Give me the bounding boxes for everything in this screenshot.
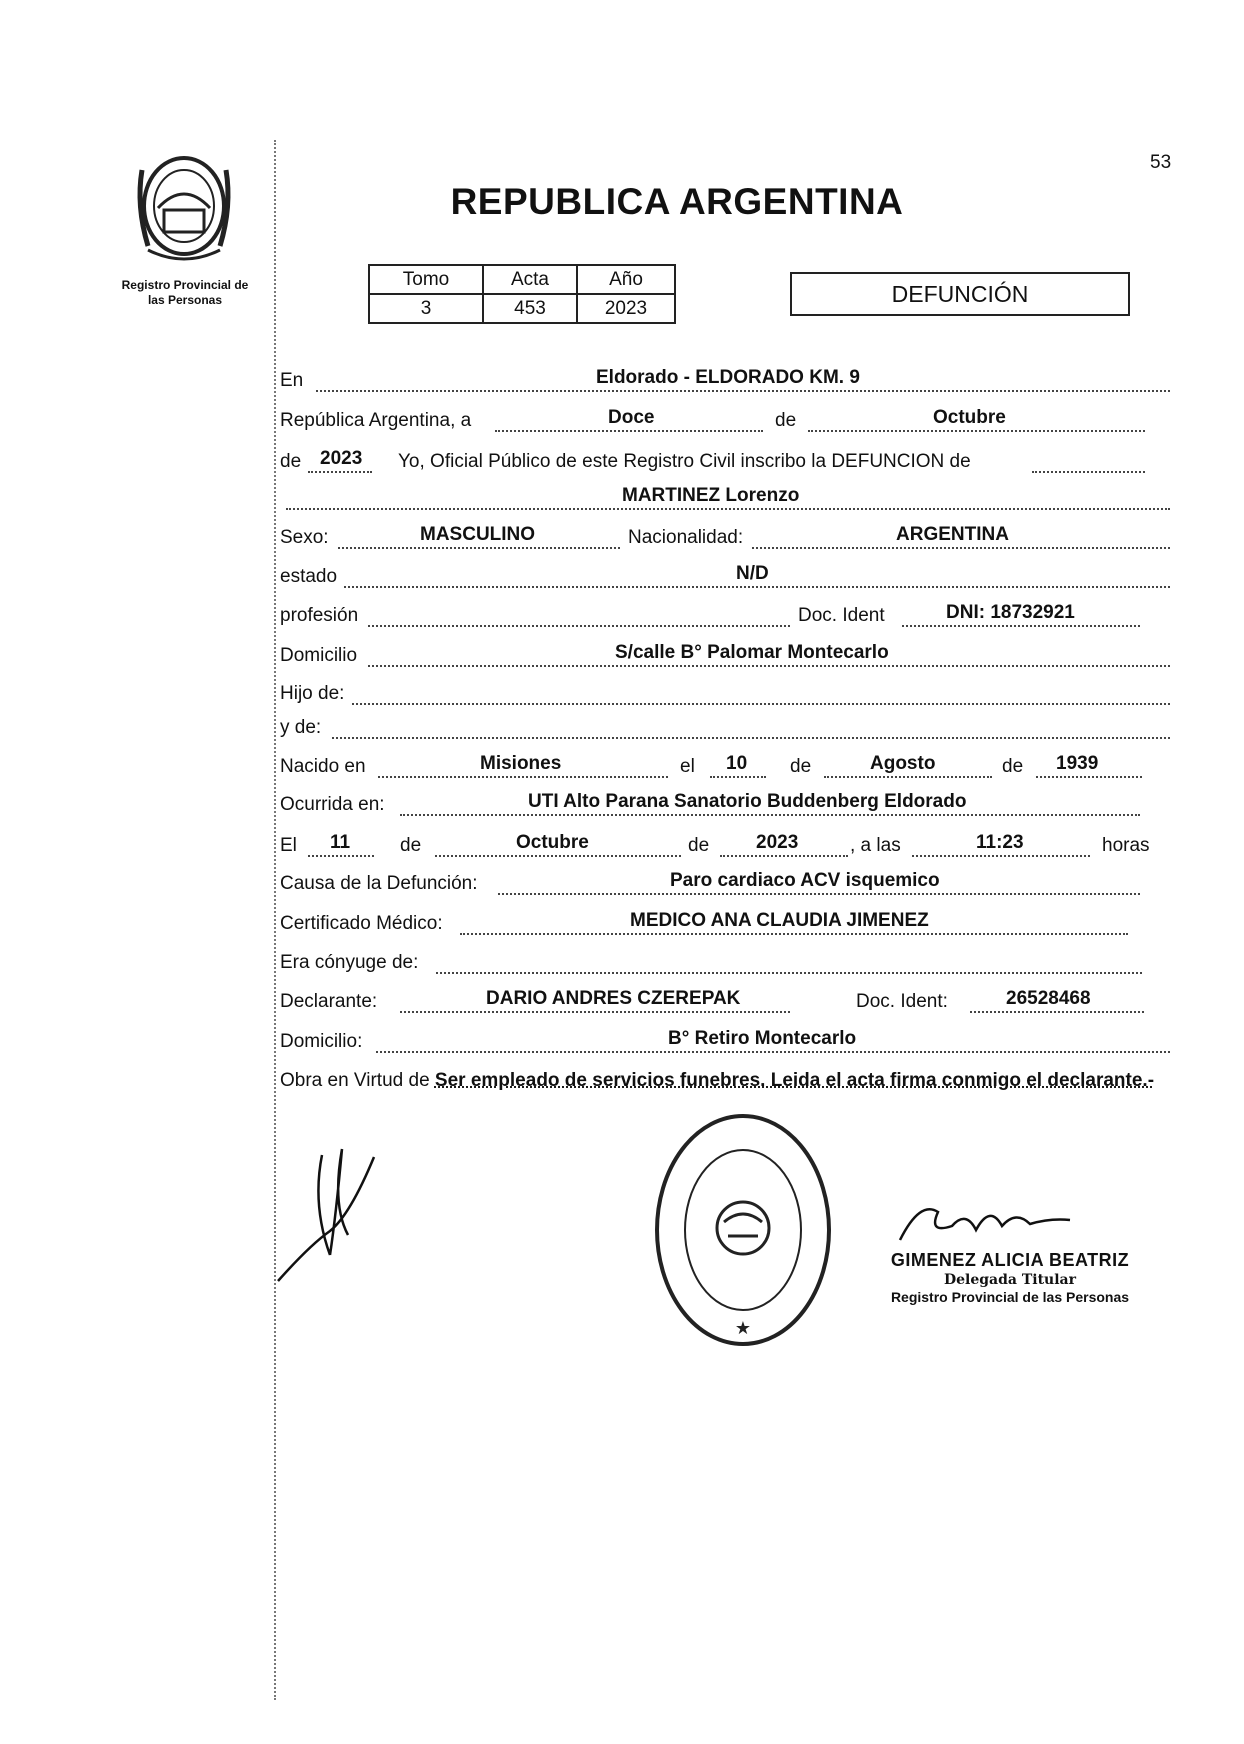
dotted-line [902,625,1140,627]
row-domicilio [280,637,1170,671]
death-place-value: UTI Alto Parana Sanatorio Buddenberg Eldorado [528,791,967,812]
row-fecha-defuncion [280,827,1170,861]
nacido-label: Nacido en [280,756,366,777]
row-oficial [280,443,1170,477]
month-value: Octubre [933,407,1006,428]
sexo-label: Sexo: [280,527,329,548]
dotted-line [710,776,766,778]
en-label: En [280,370,304,391]
dotted-line [1036,776,1142,778]
hijo-label: Hijo de: [280,683,345,704]
record-type-box [790,272,1130,316]
page-number: 53 [1150,152,1172,173]
certificado-value: MEDICO ANA CLAUDIA JIMENEZ [630,910,929,931]
dotted-line [368,665,1170,667]
row-profesion [280,597,1170,631]
dotted-line [368,625,790,627]
signatory-name: GIMENEZ ALICIA BEATRIZ [890,1250,1130,1270]
domicilio-value: S/calle B° Palomar Montecarlo [615,642,889,663]
de-label: de [688,835,710,856]
row-domicilio-declarante [280,1023,1170,1057]
row-en [280,362,1170,396]
declarant-signature [270,1135,380,1295]
el-label: El [280,835,297,856]
svg-text:★: ★ [734,1318,752,1338]
record-type: DEFUNCIÓN [891,280,1029,307]
document-title: REPUBLICA ARGENTINA [450,181,904,222]
obra-value: Ser empleado de servicios funebres. Leida el acta firma conmigo el declarante.- [434,1070,1155,1091]
declarante-doc-value: 26528468 [1006,988,1091,1009]
cause-value: Paro cardiaco ACV isquemico [670,870,940,891]
dotted-line [316,390,1170,392]
place-value: Eldorado - ELDORADO KM. 9 [596,367,860,388]
row-y-de [280,709,1170,743]
domicilio-label: Domicilio: [280,1031,363,1052]
day-value: Doce [608,407,655,428]
domicilio-label: Domicilio [280,645,358,666]
certificado-label: Certificado Médico: [280,913,443,934]
causa-label: Causa de la Defunción: [280,873,478,894]
dotted-line [308,471,372,473]
nacionalidad-label: Nacionalidad: [628,527,744,548]
doc-ident-label: Doc. Ident: [856,991,948,1012]
de-label: de [790,756,812,777]
dotted-line [495,430,763,432]
tomo-value: 3 [369,294,483,323]
el-label: el [680,756,695,777]
death-year: 2023 [756,832,799,853]
dotted-line [498,893,1140,895]
deceased-name: MARTINEZ Lorenzo [622,485,800,506]
dotted-line [752,547,1170,549]
death-day: 11 [330,832,351,853]
dotted-line [912,855,1090,857]
row-nombre [280,480,1170,514]
dotted-line [378,776,668,778]
birth-month: Agosto [870,753,936,774]
row-estado [280,558,1170,592]
signatory-block [880,1250,1140,1305]
anio-header: Año [577,265,675,294]
logo-caption-line1: Registro Provincial de [121,278,249,292]
birth-day: 10 [726,753,748,774]
death-month: Octubre [516,832,589,853]
signatory-org: Registro Provincial de las Personas [890,1289,1130,1305]
conyuge-label: Era cónyuge de: [280,952,419,973]
obra-label: Obra en Virtud de [280,1070,430,1091]
declarante-label: Declarante: [280,991,378,1012]
row-certificado [280,905,1170,939]
dotted-line [970,1011,1144,1013]
dotted-line [808,430,1145,432]
acta-value: 453 [483,294,577,323]
row-ocurrida [280,786,1170,820]
dotted-line [400,1011,790,1013]
official-seal [652,1110,834,1350]
y-de-label: y de: [280,717,322,738]
obra-en-virtud [280,1068,1170,1094]
year-value: 2023 [320,448,363,469]
dotted-line [332,737,1170,739]
de-label: de [280,451,302,472]
row-republica [280,402,1170,436]
dotted-line [344,586,1170,588]
birth-year: 1939 [1056,753,1099,774]
nacionalidad-value: ARGENTINA [896,524,1009,545]
signatory-role: Delegada Titular [943,1272,1076,1288]
row-declarante [280,983,1170,1017]
doc-ident-label: Doc. Ident [798,605,885,626]
dotted-line [352,703,1170,705]
sexo-value: MASCULINO [420,524,536,545]
dotted-line [436,972,1142,974]
a-las-label: , a las [850,835,901,856]
republica-label: República Argentina, a [280,410,472,431]
death-time: 11:23 [976,832,1024,853]
declarante-domicilio-value: B° Retiro Montecarlo [668,1028,857,1049]
dotted-line [400,814,1140,816]
estado-value: N/D [736,563,769,584]
dotted-line [308,855,374,857]
dotted-line [720,855,848,857]
dotted-line [824,776,992,778]
doc-ident-value: DNI: 18732921 [946,602,1075,623]
dotted-line [286,508,1170,510]
logo-caption-line2: las Personas [147,293,223,307]
profesion-label: profesión [280,605,359,626]
row-conyuge [280,944,1170,978]
de-label: de [400,835,422,856]
de-label: de [775,410,797,431]
dotted-line [338,547,620,549]
row-sexo [280,519,1170,553]
dotted-line [376,1051,1170,1053]
horas-label: horas [1102,835,1150,856]
row-causa [280,865,1170,899]
logo-caption [105,278,265,308]
dotted-line [1032,471,1145,473]
tomo-header: Tomo [369,265,483,294]
birthplace-value: Misiones [480,753,562,774]
registry-table [368,264,676,324]
provincial-coat-of-arms-logo [128,150,240,266]
margin-line [274,140,276,1700]
dotted-line [460,933,1128,935]
oficial-statement: Yo, Oficial Público de este Registro Civil inscribo la DEFUNCION de [398,451,971,472]
official-signature [880,1190,1110,1250]
de-label: de [1002,756,1024,777]
estado-label: estado [280,566,338,587]
row-nacido [280,748,1170,782]
ocurrida-label: Ocurrida en: [280,794,385,815]
row-hijo [280,675,1170,709]
declarante-value: DARIO ANDRES CZEREPAK [486,988,741,1009]
dotted-line [435,855,681,857]
anio-value: 2023 [577,294,675,323]
acta-header: Acta [483,265,577,294]
